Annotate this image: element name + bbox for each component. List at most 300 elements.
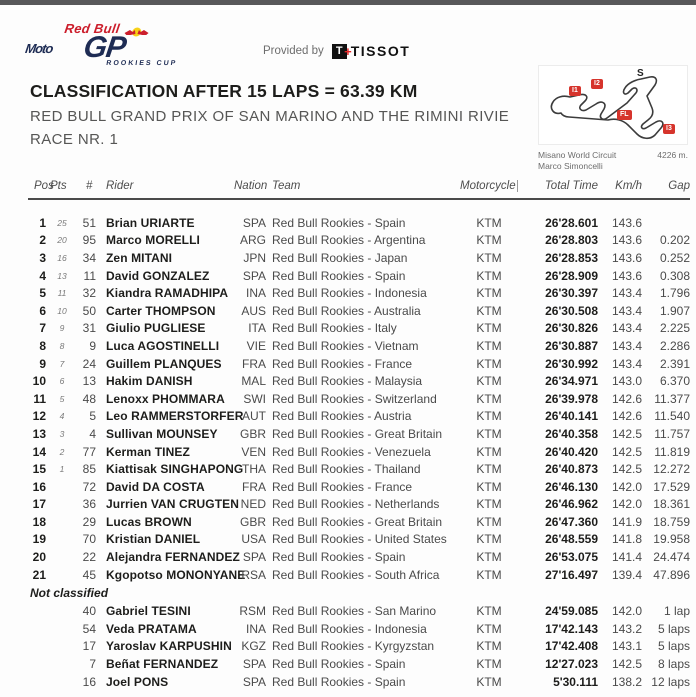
cell-kmh: 143.4 <box>611 303 642 318</box>
header-kmh: Km/h <box>615 180 642 192</box>
cell-pos: 12 <box>32 409 46 424</box>
cell-rider: Veda PRATAMA <box>106 621 197 636</box>
cell-kmh: 143.2 <box>611 621 642 636</box>
table-row <box>28 355 690 373</box>
not-classified-label: Not classified <box>30 586 109 601</box>
cell-team: Red Bull Rookies - Great Britain <box>272 514 443 529</box>
cell-kmh: 142.5 <box>611 462 642 477</box>
cell-gap: 12.272 <box>653 462 690 477</box>
cell-number: 85 <box>82 462 96 477</box>
cell-motorcycle: KTM <box>476 567 502 582</box>
cell-gap: 8 laps <box>657 657 690 672</box>
cell-team: Red Bull Rookies - Great Britain <box>272 426 443 441</box>
cell-total-time: 27'16.497 <box>545 567 598 582</box>
cell-pts: 7 <box>59 358 65 369</box>
cell-nation: INA <box>245 621 266 636</box>
cell-nation: VEN <box>241 444 266 459</box>
cell-kmh: 142.5 <box>611 444 642 459</box>
cell-team: Red Bull Rookies - Netherlands <box>272 497 440 512</box>
tissot-logo <box>332 43 411 59</box>
cell-number: 4 <box>89 426 96 441</box>
cell-rider: Guillem PLANQUES <box>106 356 222 371</box>
cell-motorcycle: KTM <box>476 215 502 230</box>
cell-number: 48 <box>82 391 96 406</box>
cell-gap: 2.391 <box>659 356 690 371</box>
cell-motorcycle: KTM <box>476 604 502 619</box>
cell-nation: RSM <box>239 604 266 619</box>
cell-pos: 19 <box>32 532 46 547</box>
cell-motorcycle: KTM <box>476 356 502 371</box>
cell-pts: 16 <box>57 252 67 263</box>
cell-team: Red Bull Rookies - France <box>272 479 413 494</box>
cell-motorcycle: KTM <box>476 250 502 265</box>
cell-kmh: 139.4 <box>611 567 642 582</box>
cell-gap: 1 lap <box>663 604 690 619</box>
cell-pos: 1 <box>39 215 46 230</box>
cell-rider: Kerman TINEZ <box>106 444 190 459</box>
table-row <box>28 267 690 285</box>
cell-nation: THA <box>242 462 266 477</box>
cell-total-time: 26'40.873 <box>545 462 598 477</box>
cell-number: 32 <box>82 286 96 301</box>
cell-nation: RSA <box>241 567 266 582</box>
cell-nation: SPA <box>242 657 266 672</box>
finish-line-marker: FL <box>617 110 632 120</box>
cell-pos: 16 <box>32 479 46 494</box>
table-row <box>28 602 690 620</box>
cell-team: Red Bull Rookies - Spain <box>272 657 406 672</box>
cell-rider: Luca AGOSTINELLI <box>106 338 220 353</box>
cell-number: 31 <box>82 321 96 336</box>
cell-rider: Carter THOMPSON <box>106 303 216 318</box>
cell-pos: 15 <box>32 462 46 477</box>
cell-pos: 11 <box>33 391 46 406</box>
cell-kmh: 143.6 <box>611 215 642 230</box>
cell-motorcycle: KTM <box>476 303 502 318</box>
cell-motorcycle: KTM <box>476 462 502 477</box>
table-row <box>28 425 690 443</box>
table-row <box>28 249 690 267</box>
cell-number: 5 <box>89 409 96 424</box>
header-pts: Pts <box>50 180 67 192</box>
cell-pts: 2 <box>59 446 65 457</box>
cell-total-time: 24'59.085 <box>545 604 598 619</box>
cell-gap: 19.958 <box>653 532 690 547</box>
cell-gap: 1.796 <box>659 286 690 301</box>
cell-pts: 9 <box>59 323 65 334</box>
cell-gap: 0.308 <box>659 268 690 283</box>
circuit-map <box>538 65 688 145</box>
cell-nation: ITA <box>248 321 266 336</box>
cell-pts: 25 <box>57 217 67 228</box>
cell-gap: 18.361 <box>653 497 690 512</box>
cell-total-time: 26'40.141 <box>545 409 598 424</box>
cell-nation: KGZ <box>241 639 266 654</box>
cell-motorcycle: KTM <box>476 550 502 565</box>
cell-gap: 1.907 <box>659 303 690 318</box>
table-row <box>28 443 690 461</box>
cell-rider: Brian URIARTE <box>106 215 195 230</box>
cell-motorcycle: KTM <box>476 514 502 529</box>
cell-team: Red Bull Rookies - Austria <box>272 409 412 424</box>
cell-rider: Alejandra FERNANDEZ <box>106 550 240 565</box>
cell-rider: Sullivan MOUNSEY <box>106 426 218 441</box>
cell-kmh: 143.4 <box>611 338 642 353</box>
cell-rider: Marco MORELLI <box>106 233 200 248</box>
table-row <box>28 232 690 250</box>
cell-rider: Kiattisak SINGHAPONG <box>106 462 244 477</box>
cell-kmh: 143.4 <box>611 286 642 301</box>
cell-motorcycle: KTM <box>476 409 502 424</box>
cell-kmh: 143.0 <box>611 374 642 389</box>
provided-by-block <box>263 43 410 59</box>
classification-table <box>0 180 696 690</box>
cell-pos: 3 <box>39 250 46 265</box>
cell-gap: 17.529 <box>653 479 690 494</box>
cell-number: 72 <box>82 479 96 494</box>
moto-wordmark: Moto <box>24 41 54 56</box>
cell-motorcycle: KTM <box>476 233 502 248</box>
cell-kmh: 142.0 <box>611 604 642 619</box>
table-row <box>28 638 690 656</box>
cell-motorcycle: KTM <box>476 657 502 672</box>
cell-pts: 20 <box>57 235 67 246</box>
cell-gap: 5 laps <box>657 639 690 654</box>
cell-pos: 10 <box>32 374 46 389</box>
cell-total-time: 26'30.887 <box>545 338 598 353</box>
intermediate-3-marker: I3 <box>663 124 675 134</box>
cell-gap: 18.759 <box>653 514 690 529</box>
cell-number: 54 <box>82 621 96 636</box>
table-row <box>28 408 690 426</box>
cell-team: Red Bull Rookies - Australia <box>272 303 421 318</box>
cell-team: Red Bull Rookies - United States <box>272 532 447 547</box>
cell-nation: USA <box>241 532 266 547</box>
cell-team: Red Bull Rookies - Spain <box>272 215 406 230</box>
cell-gap: 2.286 <box>659 338 690 353</box>
table-row <box>28 513 690 531</box>
intermediate-2-marker: I2 <box>591 79 603 89</box>
cell-rider: Beñat FERNANDEZ <box>106 657 219 672</box>
cell-pos: 18 <box>32 514 46 529</box>
cell-total-time: 26'28.853 <box>545 250 598 265</box>
cell-motorcycle: KTM <box>476 286 502 301</box>
cell-nation: ARG <box>239 233 266 248</box>
cell-gap: 12 laps <box>651 674 690 689</box>
cell-kmh: 141.4 <box>611 550 642 565</box>
circuit-length: 4226 m. <box>657 150 688 160</box>
cell-rider: Jurrien VAN CRUGTEN <box>106 497 240 512</box>
cell-number: 36 <box>82 497 96 512</box>
cell-gap: 11.819 <box>654 444 690 459</box>
cell-kmh: 142.5 <box>611 657 642 672</box>
cell-rider: Hakim DANISH <box>106 374 193 389</box>
cell-motorcycle: KTM <box>476 338 502 353</box>
header-gap: Gap <box>668 180 690 192</box>
cell-gap: 5 laps <box>657 621 690 636</box>
cell-total-time: 26'28.601 <box>545 215 598 230</box>
cell-motorcycle: KTM <box>476 674 502 689</box>
cell-pos: 13 <box>32 426 46 441</box>
cell-total-time: 26'30.826 <box>545 321 598 336</box>
cell-rider: Joel PONS <box>106 674 169 689</box>
cell-team: Red Bull Rookies - Spain <box>272 550 406 565</box>
cell-number: 7 <box>89 657 96 672</box>
cell-pos: 8 <box>39 338 46 353</box>
cell-total-time: 17'42.143 <box>545 621 598 636</box>
cell-total-time: 5'30.111 <box>553 674 598 689</box>
cell-pts: 11 <box>57 288 67 299</box>
gp-wordmark: GP <box>81 31 128 64</box>
cell-team: Red Bull Rookies - Thailand <box>272 462 421 477</box>
cell-pts: 1 <box>59 464 65 475</box>
cell-total-time: 26'53.075 <box>545 550 598 565</box>
cell-total-time: 26'34.971 <box>545 374 598 389</box>
cell-pts: 5 <box>59 393 65 404</box>
cell-kmh: 143.6 <box>611 233 642 248</box>
cell-gap: 11.757 <box>654 426 690 441</box>
cell-total-time: 17'42.408 <box>545 639 598 654</box>
classified-rows <box>28 214 690 583</box>
cell-pos: 4 <box>39 268 46 283</box>
cell-nation: JPN <box>243 250 266 265</box>
cell-gap: 11.377 <box>654 391 690 406</box>
event-title: RED BULL GRAND PRIX OF SAN MARINO AND THE RIMINI RIVIE <box>30 108 510 125</box>
intermediate-1-marker: I1 <box>569 86 581 96</box>
cell-rider: Gabriel TESINI <box>106 604 191 619</box>
cell-pos: 7 <box>39 321 46 336</box>
cell-total-time: 26'39.978 <box>545 391 598 406</box>
table-row <box>28 284 690 302</box>
cell-rider: Lenoxx PHOMMARA <box>106 391 225 406</box>
cell-nation: SWI <box>243 391 266 406</box>
table-row <box>28 496 690 514</box>
cell-pts: 10 <box>57 305 67 316</box>
cell-number: 9 <box>89 338 96 353</box>
table-row <box>28 337 690 355</box>
cell-motorcycle: KTM <box>476 497 502 512</box>
cell-number: 29 <box>82 514 96 529</box>
cell-motorcycle: KTM <box>476 621 502 636</box>
cell-rider: Yaroslav KARPUSHIN <box>106 639 232 654</box>
cell-gap: 6.370 <box>659 374 690 389</box>
cell-team: Red Bull Rookies - Japan <box>272 250 408 265</box>
header-motorcycle: Motorcycle <box>460 180 518 192</box>
cell-motorcycle: KTM <box>476 374 502 389</box>
cell-team: Red Bull Rookies - Kyrgyzstan <box>272 639 435 654</box>
cell-motorcycle: KTM <box>476 639 502 654</box>
cell-rider: Kiandra RAMADHIPA <box>106 286 229 301</box>
cell-gap: 47.896 <box>653 567 690 582</box>
cell-rider: Kgopotso MONONYANE <box>106 567 246 582</box>
cell-motorcycle: KTM <box>476 268 502 283</box>
cell-nation: AUT <box>242 409 266 424</box>
cell-motorcycle: KTM <box>476 479 502 494</box>
cell-gap: 11.540 <box>654 409 690 424</box>
cell-pts: 8 <box>59 340 65 351</box>
cell-team: Red Bull Rookies - Spain <box>272 674 406 689</box>
cell-pos: 9 <box>39 356 46 371</box>
cell-number: 11 <box>83 268 96 283</box>
cell-kmh: 142.6 <box>611 409 642 424</box>
cell-team: Red Bull Rookies - Spain <box>272 268 406 283</box>
table-row <box>28 566 690 584</box>
cell-number: 40 <box>82 604 96 619</box>
cell-team: Red Bull Rookies - Vietnam <box>272 338 419 353</box>
tissot-plus-icon: + <box>344 43 352 59</box>
cell-total-time: 26'47.360 <box>545 514 598 529</box>
cell-number: 45 <box>82 567 96 582</box>
cell-number: 34 <box>82 250 96 265</box>
cell-motorcycle: KTM <box>476 444 502 459</box>
cell-team: Red Bull Rookies - South Africa <box>272 567 440 582</box>
header-pos: Pos <box>34 180 54 192</box>
cell-team: Red Bull Rookies - France <box>272 356 413 371</box>
cell-nation: SPA <box>242 674 266 689</box>
cell-total-time: 26'40.358 <box>545 426 598 441</box>
cell-gap: 24.474 <box>653 550 690 565</box>
cell-number: 22 <box>82 550 96 565</box>
cell-nation: VIE <box>246 338 266 353</box>
header-total-time: Total Time <box>544 180 598 192</box>
header-team: Team <box>272 180 301 192</box>
cell-total-time: 26'30.508 <box>545 303 598 318</box>
cell-pos: 2 <box>39 233 46 248</box>
table-row <box>28 372 690 390</box>
cell-team: Red Bull Rookies - Indonesia <box>272 621 427 636</box>
cell-pts: 3 <box>59 428 65 439</box>
rookies-cup-wordmark: ROOKIES CUP <box>105 60 178 67</box>
cell-motorcycle: KTM <box>476 321 502 336</box>
cell-kmh: 138.2 <box>611 674 642 689</box>
cell-number: 70 <box>82 532 96 547</box>
not-classified-rows <box>28 602 690 690</box>
table-row <box>28 655 690 673</box>
cell-team: Red Bull Rookies - Italy <box>272 321 397 336</box>
cell-rider: David DA COSTA <box>106 479 205 494</box>
cell-pts: 13 <box>57 270 67 281</box>
cell-nation: GBR <box>239 426 266 441</box>
cell-number: 24 <box>82 356 96 371</box>
cell-nation: FRA <box>242 356 266 371</box>
table-row <box>28 548 690 566</box>
race-number: RACE NR. 1 <box>30 131 119 148</box>
cell-number: 95 <box>82 233 96 248</box>
redbull-wordmark: Red Bull <box>63 21 121 36</box>
table-row <box>28 620 690 638</box>
cell-motorcycle: KTM <box>476 532 502 547</box>
cell-pos: 14 <box>32 444 46 459</box>
report-header <box>0 5 696 170</box>
cell-gap: 0.252 <box>659 250 690 265</box>
cell-nation: NED <box>240 497 266 512</box>
cell-rider: Lucas BROWN <box>106 514 192 529</box>
cell-total-time: 26'30.397 <box>545 286 598 301</box>
cell-total-time: 12'27.023 <box>545 657 598 672</box>
cell-nation: GBR <box>239 514 266 529</box>
table-row <box>28 478 690 496</box>
cell-motorcycle: KTM <box>476 391 502 406</box>
cell-number: 51 <box>82 215 96 230</box>
table-row <box>28 214 690 232</box>
cell-kmh: 143.4 <box>611 321 642 336</box>
cell-total-time: 26'46.962 <box>545 497 598 512</box>
cell-rider: Kristian DANIEL <box>106 532 201 547</box>
cell-kmh: 141.9 <box>611 514 642 529</box>
cell-rider: Giulio PUGLIESE <box>106 321 206 336</box>
header-rider: Rider <box>106 180 134 192</box>
table-row <box>28 531 690 549</box>
cell-number: 16 <box>82 674 96 689</box>
cell-kmh: 142.0 <box>611 479 642 494</box>
circuit-name: Misano World Circuit Marco Simoncelli <box>538 150 617 171</box>
cell-nation: FRA <box>242 479 266 494</box>
table-row <box>28 460 690 478</box>
cell-kmh: 143.4 <box>611 356 642 371</box>
cell-team: Red Bull Rookies - San Marino <box>272 604 437 619</box>
header-number: # <box>86 180 93 192</box>
table-header-row <box>28 180 690 200</box>
cell-pts: 6 <box>59 376 65 387</box>
table-row <box>28 320 690 338</box>
cell-rider: Leo RAMMERSTORFER <box>106 409 244 424</box>
cell-motorcycle: KTM <box>476 426 502 441</box>
cell-pts: 4 <box>59 411 65 422</box>
cell-team: Red Bull Rookies - Argentina <box>272 233 426 248</box>
cell-team: Red Bull Rookies - Venezuela <box>272 444 431 459</box>
cell-gap: 2.225 <box>659 321 690 336</box>
cell-number: 77 <box>82 444 96 459</box>
cell-kmh: 141.8 <box>611 532 642 547</box>
cell-kmh: 142.0 <box>611 497 642 512</box>
cell-pos: 20 <box>32 550 46 565</box>
cell-rider: David GONZALEZ <box>106 268 210 283</box>
circuit-map-block <box>538 65 688 172</box>
cell-rider: Zen MITANI <box>106 250 173 265</box>
redbull-motogp-rookies-cup-logo <box>24 21 183 67</box>
cell-gap: 0.202 <box>659 233 690 248</box>
cell-pos: 21 <box>32 567 46 582</box>
cell-pos: 5 <box>39 286 46 301</box>
cell-pos: 6 <box>39 303 46 318</box>
cell-number: 50 <box>82 303 96 318</box>
cell-total-time: 26'28.803 <box>545 233 598 248</box>
table-row <box>28 302 690 320</box>
cell-kmh: 143.6 <box>611 268 642 283</box>
cell-nation: AUS <box>241 303 266 318</box>
cell-total-time: 26'46.130 <box>545 479 598 494</box>
provided-by-label: Provided by <box>263 45 324 57</box>
tissot-wordmark: TISSOT <box>350 43 411 59</box>
cell-number: 17 <box>82 639 96 654</box>
header-nation: Nation <box>234 180 268 192</box>
cell-number: 13 <box>82 374 96 389</box>
cell-kmh: 142.6 <box>611 391 642 406</box>
cell-nation: SPA <box>242 550 266 565</box>
cell-nation: SPA <box>242 215 266 230</box>
table-row <box>28 673 690 691</box>
cell-team: Red Bull Rookies - Switzerland <box>272 391 437 406</box>
classification-title: CLASSIFICATION AFTER 15 LAPS = 63.39 KM <box>30 81 418 101</box>
cell-kmh: 143.6 <box>611 250 642 265</box>
cell-nation: MAL <box>241 374 266 389</box>
cell-total-time: 26'40.420 <box>545 444 598 459</box>
cell-total-time: 26'30.992 <box>545 356 598 371</box>
cell-team: Red Bull Rookies - Malaysia <box>272 374 423 389</box>
cell-pos: 17 <box>32 497 46 512</box>
cell-kmh: 143.1 <box>611 639 642 654</box>
tissot-t-icon: T + <box>332 44 347 59</box>
